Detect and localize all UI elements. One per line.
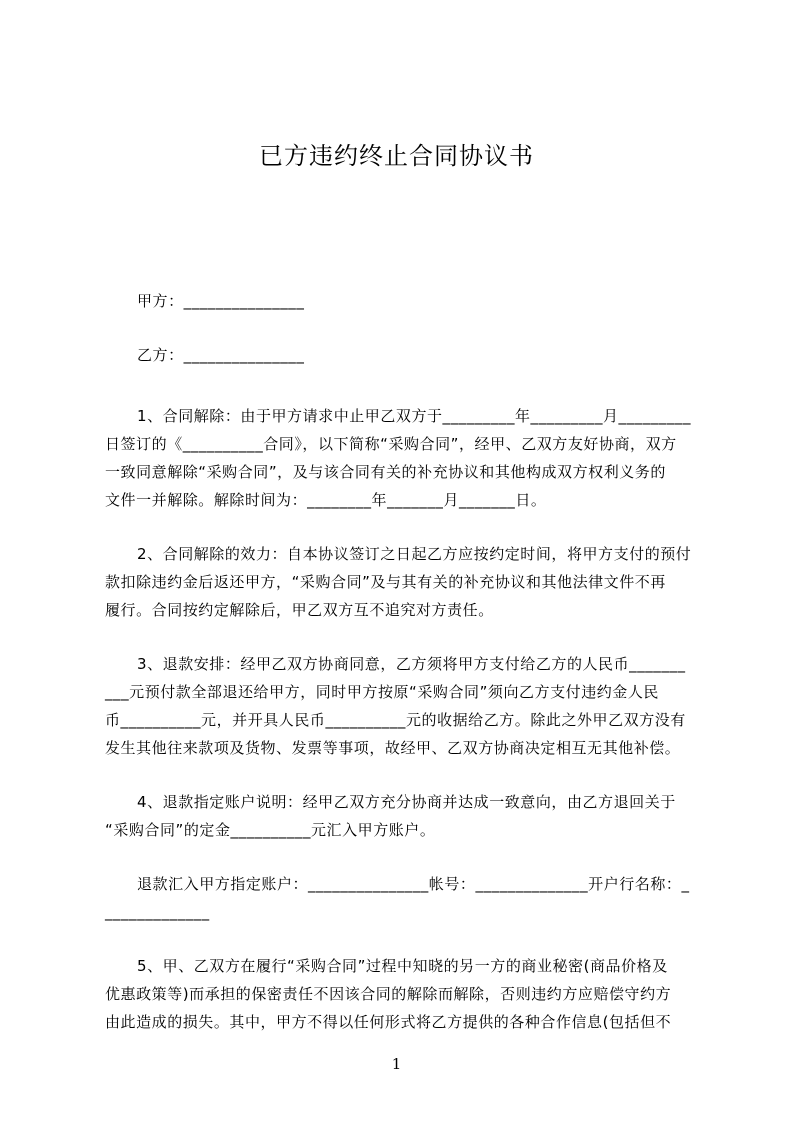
clause-4-line-2: “采购合同”的定金__________元汇入甲方账户。 xyxy=(105,821,436,839)
clause-3 xyxy=(105,650,701,762)
clause-1-line-1: 1、合同解除：由于甲方请求中止甲乙双方于_________年_________月_________ xyxy=(137,407,691,425)
clause-5 xyxy=(105,952,701,1036)
clause-5-line-3: 由此造成的损失。其中，甲方不得以任何形式将乙方提供的各种合作信息(包括但不 xyxy=(105,1013,672,1031)
clause-5-line-1: 5、甲、乙双方在履行“采购合同”过程中知晓的另一方的商业秘密(商品价格及 xyxy=(137,957,668,975)
clause-5-line-2: 优惠政策等)而承担的保密责任不因该合同的解除而解除，否则违约方应赔偿守约方 xyxy=(105,985,672,1003)
party-b-line: 乙方：_______________ xyxy=(137,346,305,364)
clause-1-line-3: 一致同意解除“采购合同”，及与该合同有关的补充协议和其他构成双方权利义务的 xyxy=(105,463,666,481)
clause-2-line-3: 履行。合同按约定解除后，甲乙双方互不追究对方责任。 xyxy=(105,601,494,619)
refund-account-line-1: 退款汇入甲方指定账户：_______________帐号：______________开户行名称：_ xyxy=(137,875,690,893)
clause-3-line-2: ___元预付款全部退还给甲方，同时甲方按原“采购合同”须向乙方支付违约金人民 xyxy=(105,683,659,701)
clause-3-line-3: 币__________元，并开具人民币__________元的收据给乙方。除此之外甲乙双方没有 xyxy=(105,711,686,729)
clause-4 xyxy=(105,788,701,844)
clause-1-line-2: 日签订的《__________合同》，以下简称“采购合同”，经甲、乙双方友好协商，双方 xyxy=(105,435,677,453)
refund-account-line-2: _____________ xyxy=(105,903,210,921)
clause-2 xyxy=(105,540,701,624)
clause-2-line-2: 款扣除违约金后返还甲方，“采购合同”及与其有关的补充协议和其他法律文件不再 xyxy=(105,573,666,591)
document-title: 已方违约终止合同协议书 xyxy=(259,142,534,170)
party-a-line: 甲方：_______________ xyxy=(137,292,305,310)
clause-3-line-4: 发生其他往来款项及货物、发票等事项，故经甲、乙双方协商决定相互无其他补偿。 xyxy=(105,739,681,757)
page-number: 1 xyxy=(391,1055,402,1073)
refund-account xyxy=(105,870,701,926)
clause-1 xyxy=(105,402,701,514)
clause-1-line-4: 文件一并解除。解除时间为：________年_______月_______日。 xyxy=(105,491,547,509)
clause-4-line-1: 4、退款指定账户说明：经甲乙双方充分协商并达成一致意向，由乙方退回关于 xyxy=(137,793,676,811)
clause-3-line-1: 3、退款安排：经甲乙双方协商同意，乙方须将甲方支付给乙方的人民币_______ xyxy=(137,655,686,673)
document-body xyxy=(105,287,701,1036)
clause-2-line-1: 2、合同解除的效力：自本协议签订之日起乙方应按约定时间，将甲方支付的预付 xyxy=(137,545,692,563)
